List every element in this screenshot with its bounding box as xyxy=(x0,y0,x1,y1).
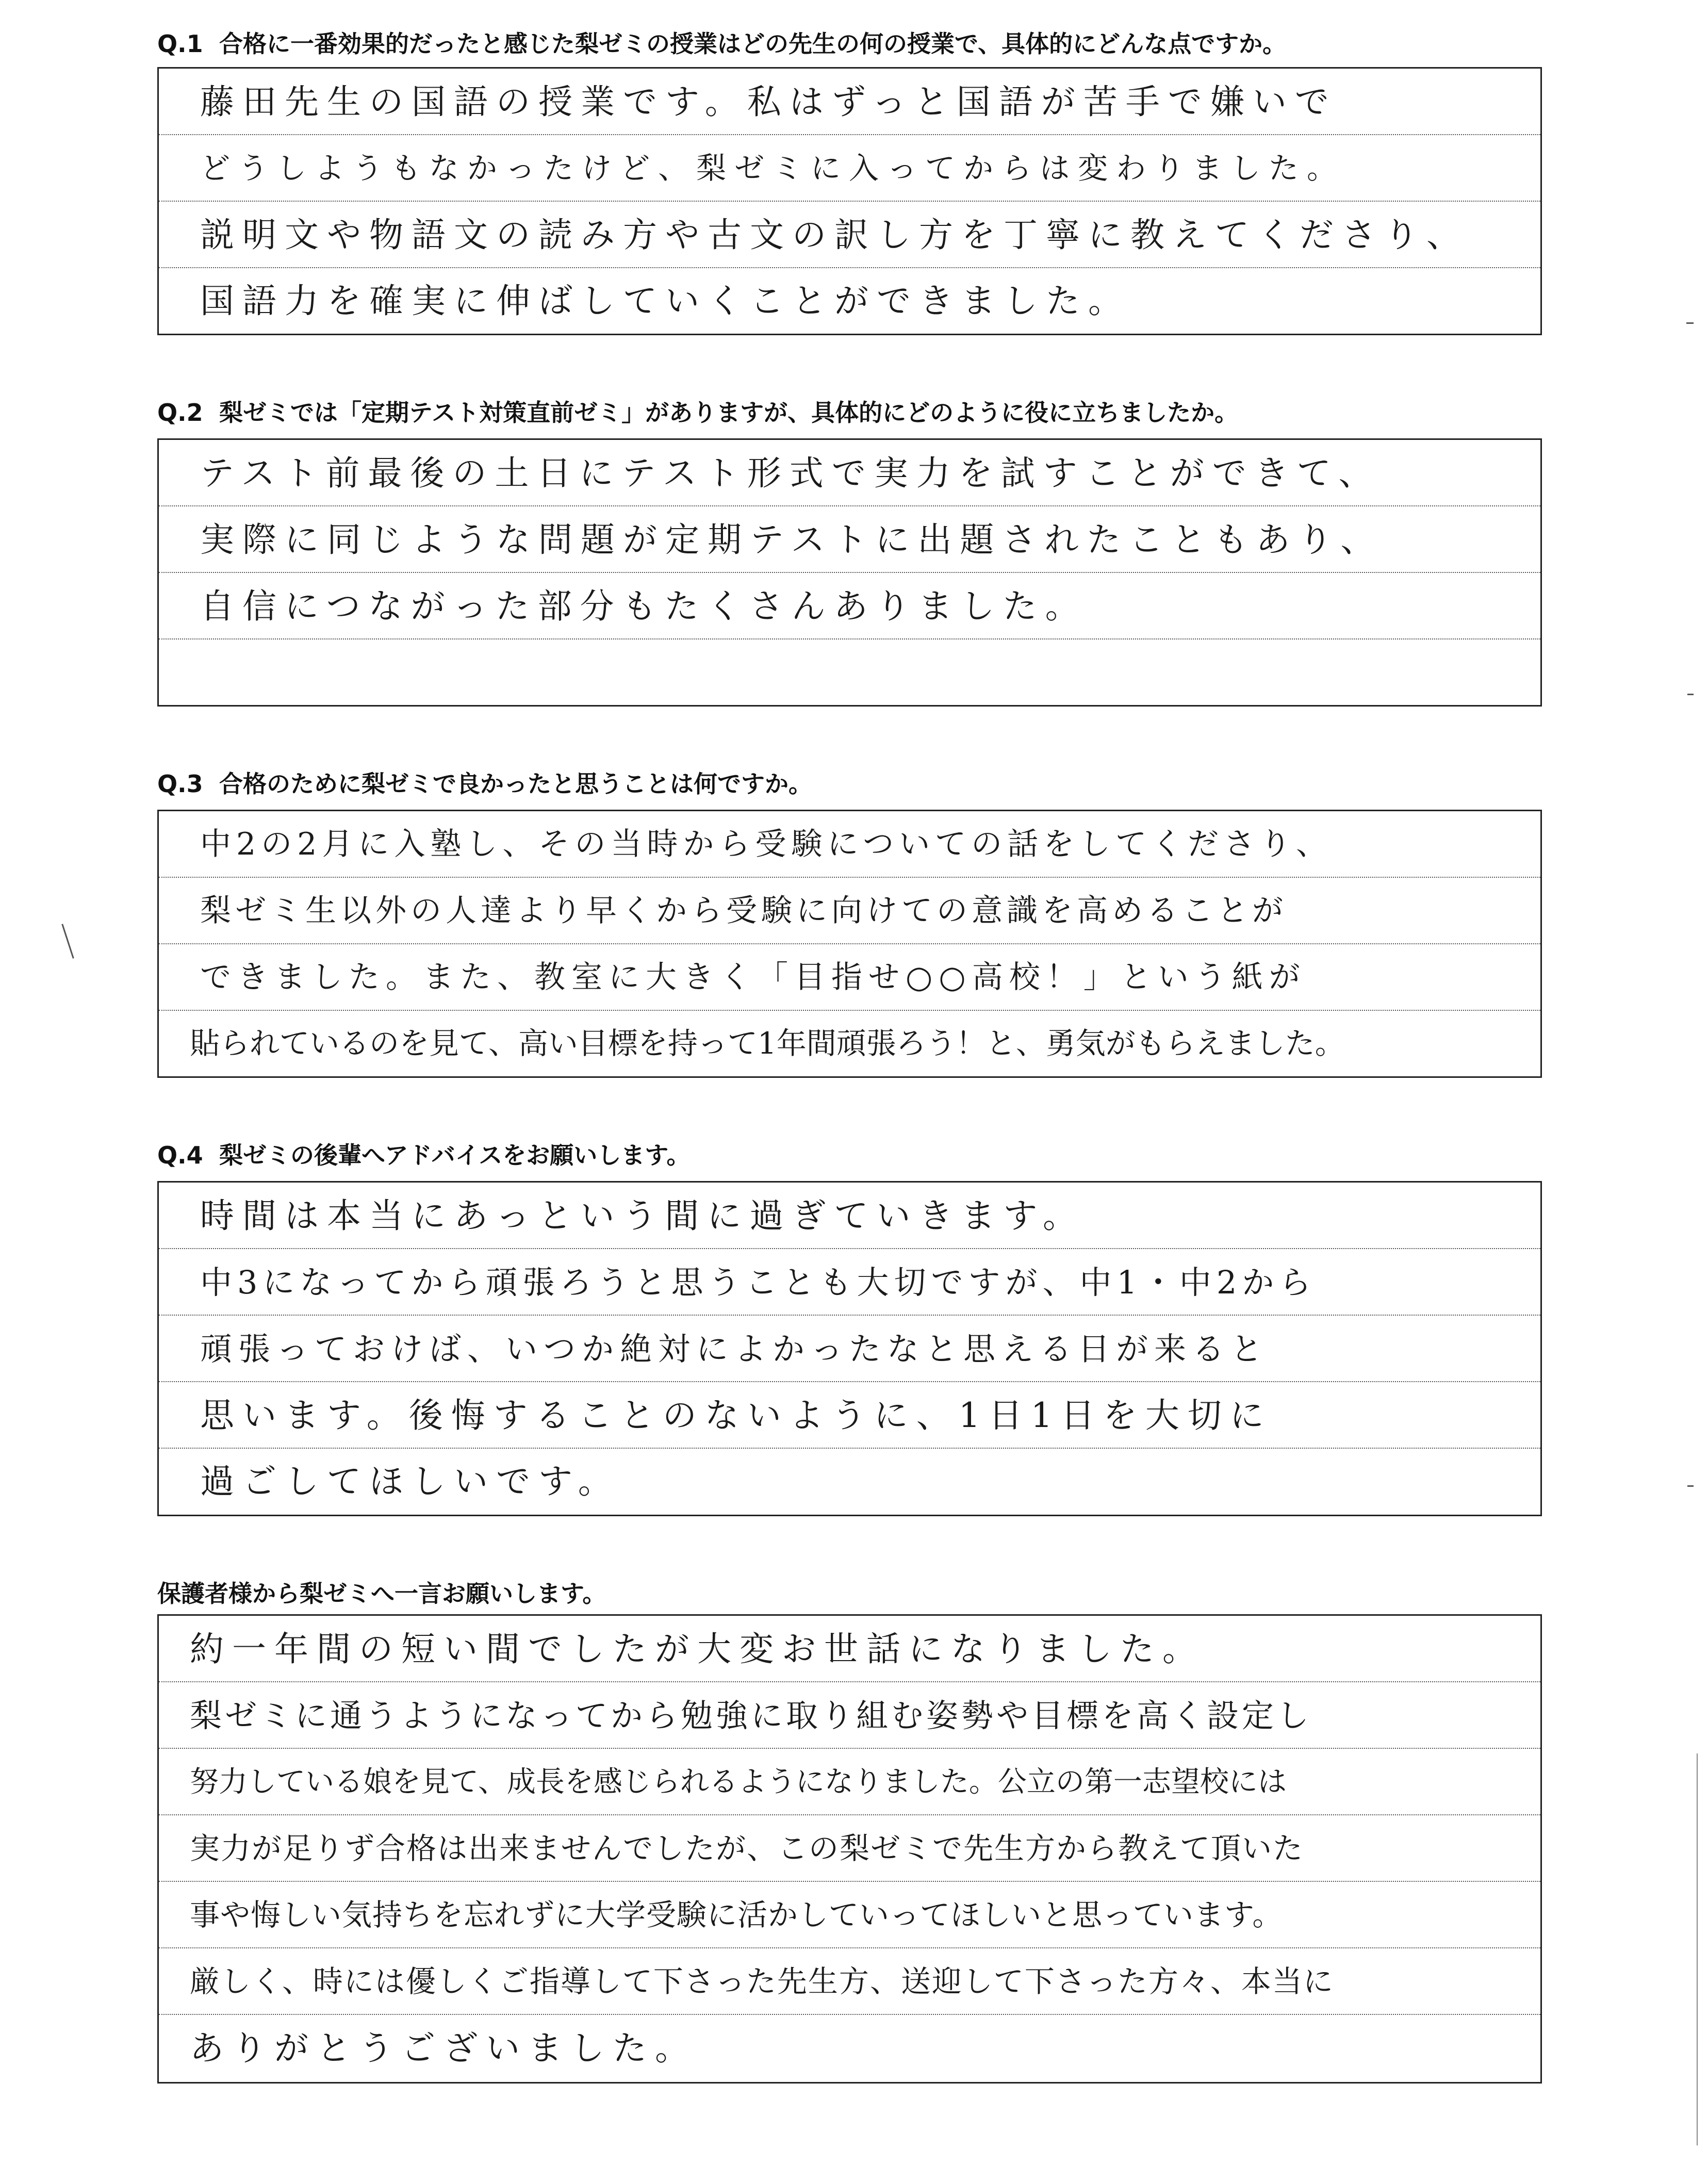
answer-line: 実力が足りず合格は出来ませんでしたが、この梨ゼミで先生方から教えて頂いた xyxy=(159,1815,1540,1882)
scan-mark xyxy=(1697,1753,1698,2145)
answer-line: 梨ゼミ生以外の人達より早くから受験に向けての意識を高めることが xyxy=(159,878,1540,944)
question-4-heading xyxy=(157,1140,691,1171)
scan-mark xyxy=(61,924,74,959)
answer-1-box xyxy=(157,67,1542,335)
answer-line: 貼られているのを見て、高い目標を持って1年間頑張ろう！と、勇気がもらえました。 xyxy=(190,1026,1345,1061)
question-2-heading xyxy=(157,397,1238,428)
answer-line: どうしようもなかったけど、梨ゼミに入ってからは変わりました。 xyxy=(159,135,1540,202)
guardian-question-text: 保護者様から梨ゼミへ一言お願いします。 xyxy=(157,1580,606,1608)
answer-line: 時間は本当にあっという間に過ぎていきます。 xyxy=(159,1183,1540,1249)
answer-line xyxy=(159,639,1540,705)
guardian-heading xyxy=(157,1578,606,1609)
answer-line: 厳しく、時には優しくご指導して下さった先生方、送迎して下さった方々、本当に xyxy=(159,1948,1540,2015)
answer-line: 説明文や物語文の読み方や古文の訳し方を丁寧に教えてくださり、 xyxy=(159,202,1540,268)
answer-line: 梨ゼミに通うようになってから勉強に取り組む姿勢や目標を高く設定し xyxy=(159,1682,1540,1749)
answer-line: 国語力を確実に伸ばしていくことができました。 xyxy=(200,281,1130,321)
answer-line: 頑張っておけば、いつか絶対によかったなと思える日が来ると xyxy=(159,1316,1540,1382)
scan-mark xyxy=(1687,1485,1694,1487)
answer-line: できました。また、教室に大きく「目指せ○○高校！」という紙が xyxy=(159,944,1540,1011)
question-1-number: Q.1 xyxy=(157,30,203,58)
answer-3-box xyxy=(157,810,1542,1078)
answer-line: 実際に同じような問題が定期テストに出題されたこともあり、 xyxy=(159,506,1540,573)
question-3-number: Q.3 xyxy=(157,770,203,798)
scan-mark xyxy=(1687,694,1694,695)
guardian-answer-box xyxy=(157,1614,1542,2084)
answer-line: 藤田先生の国語の授業です。私はずっと国語が苦手で嫌いで xyxy=(159,69,1540,135)
question-4-number: Q.4 xyxy=(157,1141,203,1169)
question-1-text: 合格に一番効果的だったと感じた梨ゼミの授業はどの先生の何の授業で、具体的にどんな点ですか。 xyxy=(219,30,1287,58)
answer-line: 中3になってから頑張ろうと思うことも大切ですが、中1・中2から xyxy=(159,1249,1540,1316)
question-3-text: 合格のために梨ゼミで良かったと思うことは何ですか。 xyxy=(219,770,812,798)
answer-line: 過ごしてほしいです。 xyxy=(200,1462,620,1501)
answer-line: 自信につながった部分もたくさんありました。 xyxy=(159,573,1540,639)
question-2-number: Q.2 xyxy=(157,399,203,427)
answer-4-box xyxy=(157,1181,1542,1516)
question-4-text: 梨ゼミの後輩へアドバイスをお願いします。 xyxy=(219,1141,691,1169)
question-1-heading xyxy=(157,28,1286,59)
answer-line: 事や悔しい気持ちを忘れずに大学受験に活かしていってほしいと思っています。 xyxy=(159,1882,1540,1948)
answer-2-box xyxy=(157,438,1542,707)
answer-line: 約一年間の短い間でしたが大変お世話になりました。 xyxy=(159,1616,1540,1682)
answer-line: 努力している娘を見て、成長を感じられるようになりました。公立の第一志望校には xyxy=(159,1749,1540,1815)
answer-line: テスト前最後の土日にテスト形式で実力を試すことができて、 xyxy=(159,440,1540,506)
answer-line: 中2の2月に入塾し、その当時から受験についての話をしてくださり、 xyxy=(159,811,1540,878)
question-2-text: 梨ゼミでは「定期テスト対策直前ゼミ」がありますが、具体的にどのように役に立ちましたか。 xyxy=(219,399,1239,427)
scan-mark xyxy=(1686,322,1694,324)
answer-line: 思います。後悔することのないように、1日1日を大切に xyxy=(159,1382,1540,1449)
question-3-heading xyxy=(157,768,812,799)
answer-line: ありがとうございました。 xyxy=(190,2028,697,2068)
